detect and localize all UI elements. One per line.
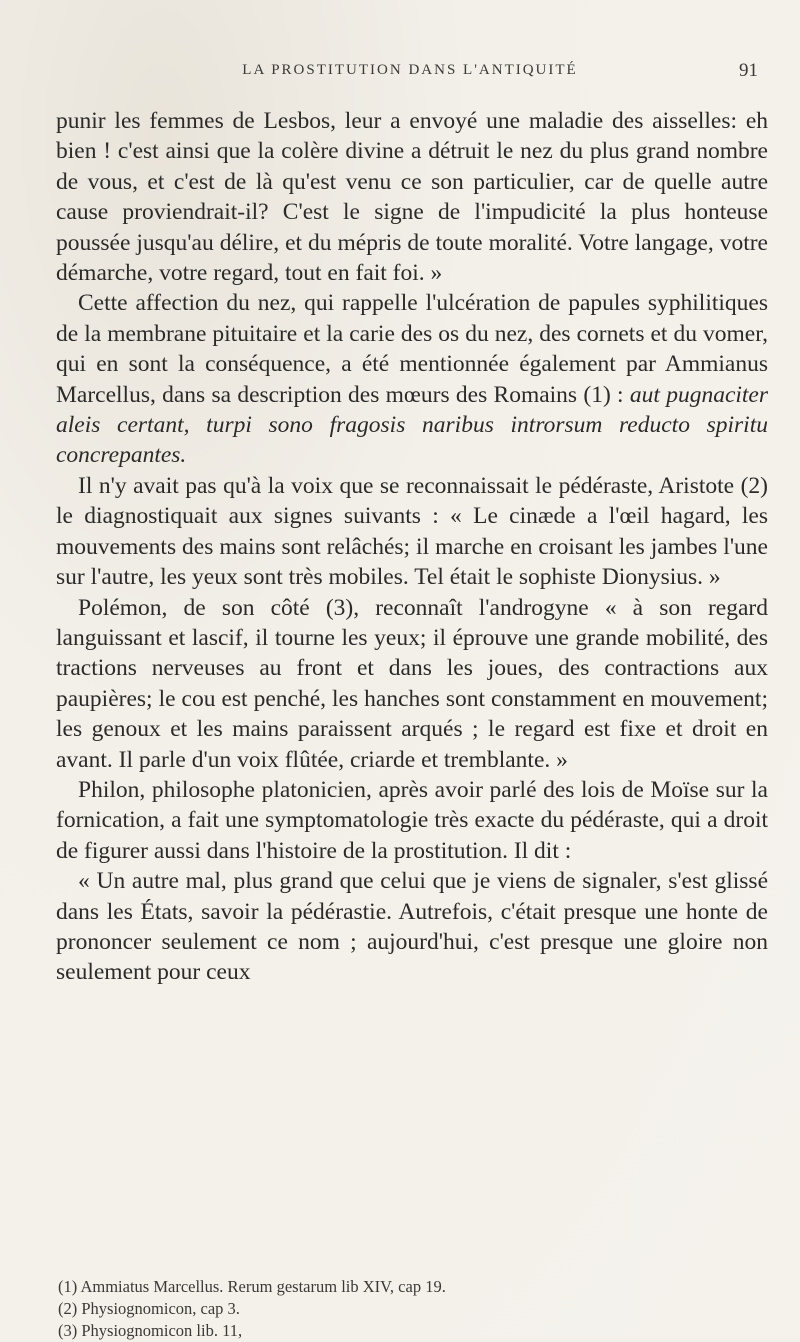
footnote-1: (1) Ammiatus Marcellus. Rerum gestarum lib XIV, cap 19. [58, 1277, 446, 1296]
body-text [56, 106, 768, 988]
paragraph-text: « Un autre mal, plus grand que celui que je viens de signaler, s'est glissé dans les États, savoir la pédérastie. Autrefois, c'était presque une honte de prononcer seulement ce nom ; aujourd'hui, c'est presque une gloire non seulement pour ceux [56, 868, 768, 986]
running-title: LA PROSTITUTION DANS L'ANTIQUITÉ [242, 62, 578, 78]
paragraph-text: Il n'y avait pas qu'à la voix que se reconnaissait le pédéraste, Aristote (2) le diagnostiquait aux signes suivants : « Le cinæde a l'œil hagard, les mouvements des mains sont relâchés; il marche en croisant les jambes l'une sur l'autre, les yeux sont très mobiles. Tel était le sophiste Dionysius. » [56, 472, 768, 591]
latin-quotation: aut pugnaciter aleis certant, turpi sono fragosis naribus introrsum reducto spiritu concrepantes. [56, 381, 769, 469]
paragraph-2 [56, 288, 768, 470]
paragraph-text: Philon, philosophe platonicien, après avoir parlé des lois de Moïse sur la fornication, a fait une symptomatologie très exacte du pédéraste, qui a droit de figurer aussi dans l'histoire de la prostitution. Il dit : [56, 776, 768, 864]
paragraph-text: Polémon, de son côté (3), reconnaît l'androgyne « à son regard languissant et lascif, il tourne les yeux; il éprouve une grande mobilité, des tractions nerveuses au front et dans les joues, des contractions aux paupières; le cou est penché, les hanches sont constamment en mouvement; les genoux et les mains paraissent arqués ; le regard est fixe et droit en avant. Il parle d'un voix flûtée, criarde et tremblante. » [56, 594, 768, 773]
paragraph-5 [56, 775, 768, 866]
footnotes [58, 1276, 758, 1342]
footnote-3: (3) Physiognomicon lib. 11, [58, 1321, 243, 1340]
paragraph-4 [56, 593, 768, 775]
paragraph-3 [56, 471, 768, 593]
paragraph-text: Cette affection du nez, qui rappelle l'ulcération de papules syphilitiques de la membrane pituitaire et la carie des os du nez, des cornets et du vomer, qui en sont la conséquence, a été mentionnée également par Ammianus Marcellus, dans sa description des mœurs des Romains (1) : [56, 290, 768, 408]
page-number: 91 [739, 60, 758, 81]
paragraph-1 [56, 106, 768, 288]
paragraph-text: punir les femmes de Lesbos, leur a envoyé une maladie des aisselles: eh bien ! c'est ainsi que la colère divine a détruit le nez du plus grand nombre de vous, et c'est de là qu'est venu ce son particulier, car de quelle autre cause proviendrait-il? C'est le signe de l'impudicité la plus honteuse poussée jusqu'au délire, et du mépris de toute moralité. Votre langage, votre démarche, votre regard, tout en fait foi. » [56, 108, 768, 287]
page-header [60, 62, 760, 92]
paragraph-6 [56, 866, 768, 988]
footnote-2: (2) Physiognomicon, cap 3. [58, 1299, 240, 1318]
